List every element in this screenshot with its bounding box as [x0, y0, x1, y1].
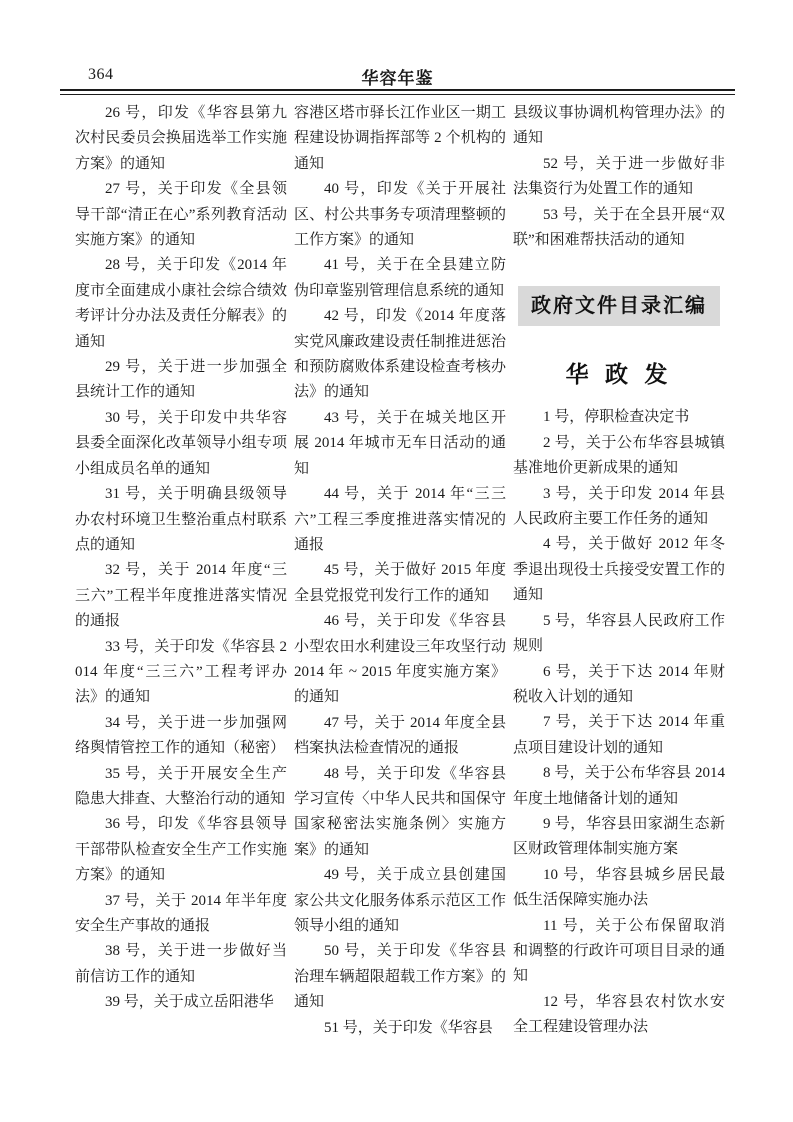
catalog-entry: 53 号，关于在全县开展“双联”和困难帮扶活动的通知: [513, 206, 725, 249]
catalog-entry: 9 号，华容县田家湖生态新区财政管理体制实施方案: [513, 815, 725, 858]
catalog-entry: 11 号，关于公布保留取消和调整的行政许可项目目录的通知: [513, 917, 725, 985]
catalog-entry: 34 号，关于进一步加强网络舆情管控工作的通知（秘密）: [75, 714, 287, 757]
catalog-entry: 7 号，关于下达 2014 年重点项目建设计划的通知: [513, 714, 725, 756]
catalog-entry: 48 号，关于印发《华容县学习宣传〈中华人民共和国保守国家秘密法实施条例〉实施方案》的通知: [294, 765, 506, 858]
column-3: [513, 101, 725, 1041]
catalog-entry: 5 号，华容县人民政府工作规则: [513, 612, 725, 655]
catalog-entry: 29 号，关于进一步加强全县统计工作的通知: [75, 359, 287, 401]
catalog-entry: 31 号，关于明确县级领导办农村环境卫生整治重点村联系点的通知: [75, 486, 287, 553]
catalog-entry: 4 号，关于做好 2012 年冬季退出现役士兵接受安置工作的通知: [513, 536, 725, 604]
column-2: [294, 101, 506, 1041]
catalog-entry: 1 号，停职检查决定书: [543, 409, 690, 426]
header-rule: [60, 89, 735, 95]
running-head: [60, 64, 735, 88]
catalog-entry: 50 号，关于印发《华容县治理车辆超限超载工作方案》的通知: [294, 943, 506, 1011]
page-number: 364: [88, 66, 114, 83]
catalog-entry: 27 号，关于印发《全县领导干部“清正在心”系列教育活动实施方案》的通知: [75, 181, 287, 249]
catalog-entry: 41 号，关于在全县建立防伪印章鉴别管理信息系统的通知: [294, 257, 506, 299]
catalog-entry: 36 号，印发《华容县领导干部带队检查安全生产工作实施方案》的通知: [75, 816, 287, 884]
catalog-entry: 47 号，关于 2014 年度全县档案执法检查情况的通报: [294, 714, 506, 757]
catalog-entry: 6 号，关于下达 2014 年财税收入计划的通知: [513, 663, 725, 705]
catalog-entry: 35 号，关于开展安全生产隐患大排查、大整治行动的通知: [75, 765, 287, 807]
catalog-entry: 30 号，关于印发中共华容县委全面深化改革领导小组专项小组成员名单的通知: [75, 409, 287, 477]
column-1: [75, 101, 287, 1041]
catalog-entry: 44 号，关于 2014 年“三三六”工程三季度推进落实情况的通报: [294, 486, 506, 553]
catalog-entry: 10 号，华容县城乡居民最低生活保障实施办法: [513, 866, 725, 909]
catalog-entry: 42 号，印发《2014 年度落实党风廉政建设责任制推进惩治和预防腐败体系建设检查考核办法》的通知: [294, 308, 506, 401]
catalog-entry: 12 号，华容县农村饮水安全工程建设管理办法: [513, 993, 725, 1036]
catalog-entry: 45 号，关于做好 2015 年度全县党报党刊发行工作的通知: [294, 562, 506, 604]
catalog-entry-continuation: 容港区塔市驿长江作业区一期工程建设协调指挥部等 2 个机构的通知: [294, 105, 506, 172]
catalog-entry: 51 号，关于印发《华容县: [324, 1019, 493, 1036]
section-heading: 华 政 发: [565, 361, 673, 388]
catalog-entry: 2 号，关于公布华容县城镇基准地价更新成果的通知: [513, 434, 725, 477]
catalog-entry: 52 号，关于进一步做好非法集资行为处置工作的通知: [513, 155, 725, 198]
catalog-entry: 46 号，关于印发《华容县小型农田水利建设三年攻坚行动 2014 年 ~ 2015 年度实施方案》的通知: [294, 613, 506, 706]
catalog-entry: 39 号，关于成立岳阳港华: [105, 994, 274, 1011]
catalog-entry: 37 号，关于 2014 年半年度安全生产事故的通报: [75, 892, 287, 934]
catalog-columns: [75, 101, 725, 1041]
catalog-entry-continuation: 县级议事协调机构管理办法》的通知: [513, 105, 725, 147]
catalog-entry: 40 号，印发《关于开展社区、村公共事务专项清理整顿的工作方案》的通知: [294, 181, 506, 249]
catalog-entry: 49 号，关于成立县创建国家公共文化服务体系示范区工作领导小组的通知: [294, 867, 506, 934]
section-box-title: 政府文件目录汇编: [518, 286, 720, 326]
catalog-entry: 26 号，印发《华容县第九次村民委员会换届选举工作实施方案》的通知: [75, 105, 287, 172]
catalog-entry: 28 号，关于印发《2014 年度市全面建成小康社会综合绩效考评计分办法及责任分解表》的通知: [75, 257, 287, 350]
catalog-entry: 33 号，关于印发《华容县 2014 年度“三三六”工程考评办法》的通知: [75, 638, 287, 706]
catalog-entry: 3 号，关于印发 2014 年县人民政府主要工作任务的通知: [513, 485, 725, 528]
catalog-entry: 43 号，关于在城关地区开展 2014 年城市无车日活动的通知: [294, 409, 506, 477]
catalog-entry: 32 号，关于 2014 年度“三三六”工程半年度推进落实情况的通报: [75, 562, 287, 630]
catalog-entry: 8 号，关于公布华容县 2014 年度土地储备计划的通知: [513, 765, 725, 807]
book-title: 华容年鉴: [361, 69, 434, 88]
catalog-entry: 38 号，关于进一步做好当前信访工作的通知: [75, 943, 287, 985]
